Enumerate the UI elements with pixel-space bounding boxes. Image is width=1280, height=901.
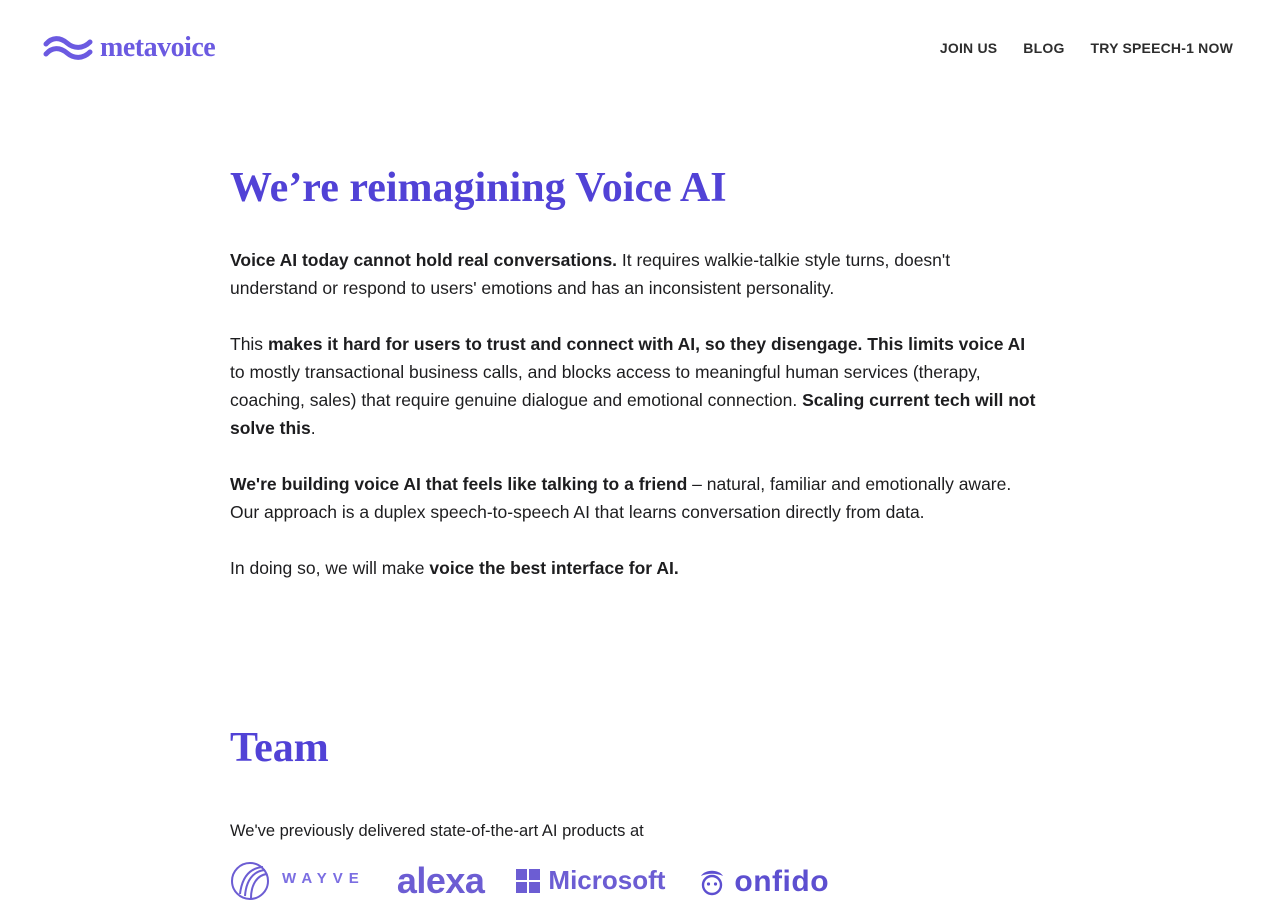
site-header — [0, 0, 1280, 62]
onfido-logo — [697, 866, 829, 897]
mission-paragraph: We're building voice AI that feels like talking to a friend – natural, familiar and emotionally aware. Our approach is a duplex speech-to-speech AI that learns conversation directly from data. — [230, 474, 1012, 523]
microsoft-wordmark: Microsoft — [548, 864, 666, 895]
partner-logos-row — [230, 861, 1040, 901]
metavoice-logo[interactable] — [43, 34, 215, 62]
team-section — [230, 724, 1040, 900]
onfido-face-icon — [697, 866, 727, 896]
mission-paragraph: This makes it hard for users to trust and connect with AI, so they disengage. This limits voice AI to mostly transactional business calls, and blocks access to meaningful human services (therapy, coaching, sales) that require genuine dialogue and emotional connection. Scaling current tech will not solve this. — [230, 334, 1036, 439]
mission-section — [230, 164, 1040, 582]
microsoft-squares-icon — [516, 869, 540, 893]
mission-paragraphs — [230, 246, 1040, 582]
wayve-circle-icon — [230, 861, 270, 901]
alexa-logo — [397, 861, 485, 899]
nav-blog[interactable]: BLOG — [1023, 40, 1065, 56]
main-content — [230, 164, 1040, 901]
wayve-logo — [230, 861, 365, 901]
mission-paragraph: In doing so, we will make voice the best interface for AI. — [230, 558, 679, 579]
page-title: We’re reimagining Voice AI — [230, 165, 727, 211]
onfido-wordmark: onfido — [734, 864, 830, 898]
team-intro-text: We've previously delivered state-of-the-art AI products at — [230, 821, 644, 840]
microsoft-logo — [516, 864, 666, 895]
mission-paragraph: Voice AI today cannot hold real conversations. It requires walkie-talkie style turns, doesn't understand or respond to users' emotions and has an inconsistent personality. — [230, 250, 951, 299]
team-heading: Team — [230, 725, 329, 772]
metavoice-waves-icon — [43, 34, 93, 62]
logo-wordmark: metavoice — [100, 32, 216, 63]
main-nav — [940, 40, 1233, 56]
nav-join-us[interactable]: JOIN US — [939, 40, 998, 56]
nav-try-speech-1-now[interactable]: TRY SPEECH-1 NOW — [1090, 40, 1233, 56]
wayve-wordmark: WAYVE — [282, 869, 365, 887]
alexa-wordmark: alexa — [396, 859, 485, 901]
